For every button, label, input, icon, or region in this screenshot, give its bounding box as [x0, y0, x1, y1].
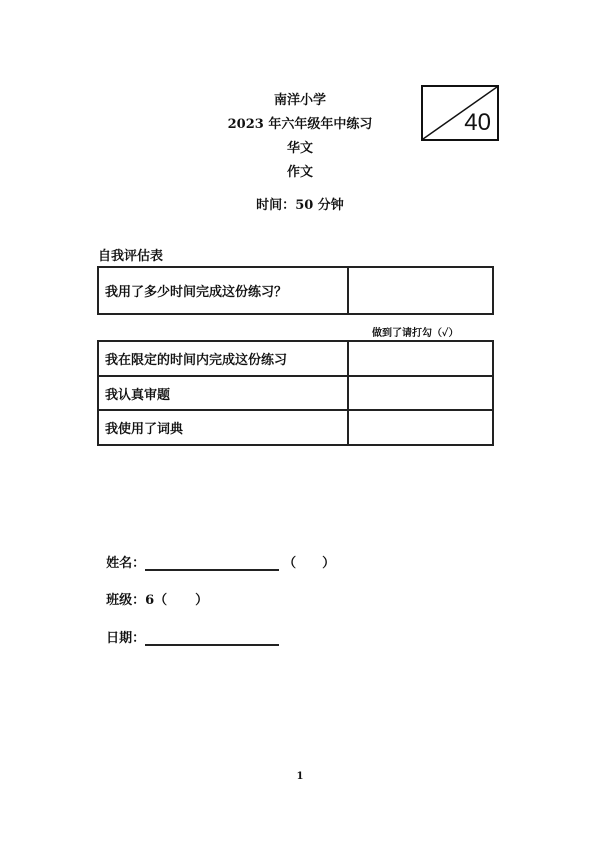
checklist-label: 我使用了词典 [98, 410, 348, 445]
checklist-row [98, 376, 493, 410]
name-label: 姓名： [106, 556, 146, 571]
school-name: 南洋小学 [273, 93, 326, 108]
total-marks: 40 [464, 109, 491, 136]
name-paren-open: （ [283, 556, 297, 571]
name-paren-close: ） [322, 556, 336, 571]
checklist-label: 我在限定的时间内完成这份练习 [98, 341, 348, 376]
checklist-label: 我认真审题 [98, 376, 348, 410]
checklist-tick-cell[interactable] [348, 376, 493, 410]
date-input[interactable] [145, 632, 279, 646]
exam-title: 2023 年六年级年中练习 [227, 117, 373, 132]
class-label: 班级： [106, 593, 146, 608]
name-field [97, 537, 335, 571]
checklist-tick-cell[interactable] [348, 341, 493, 376]
time-label: 时间： [256, 198, 296, 213]
subject: 华文 [286, 141, 313, 156]
class-field [97, 574, 208, 608]
checklist-table [97, 340, 494, 446]
score-box [421, 85, 499, 141]
self-assessment-title: 自我评估表 [98, 249, 164, 264]
time-allowed [0, 194, 600, 213]
tick-instruction: 做到了请打勾（✓） [372, 328, 459, 339]
class-prefix: 6（ [145, 593, 168, 608]
page-number: 1 [296, 771, 304, 782]
time-value: 50 分钟 [295, 198, 344, 213]
date-label: 日期： [106, 631, 146, 646]
time-answer-cell[interactable] [348, 267, 493, 314]
name-input[interactable] [145, 557, 279, 571]
class-paren-close: ） [195, 593, 209, 608]
checklist-row [98, 410, 493, 445]
time-taken-table [97, 266, 494, 315]
time-question: 我用了多少时间完成这份练习？ [98, 267, 348, 314]
checklist-row [98, 341, 493, 376]
date-field [97, 612, 279, 646]
checklist-tick-cell[interactable] [348, 410, 493, 445]
paper-name: 作文 [286, 165, 313, 180]
